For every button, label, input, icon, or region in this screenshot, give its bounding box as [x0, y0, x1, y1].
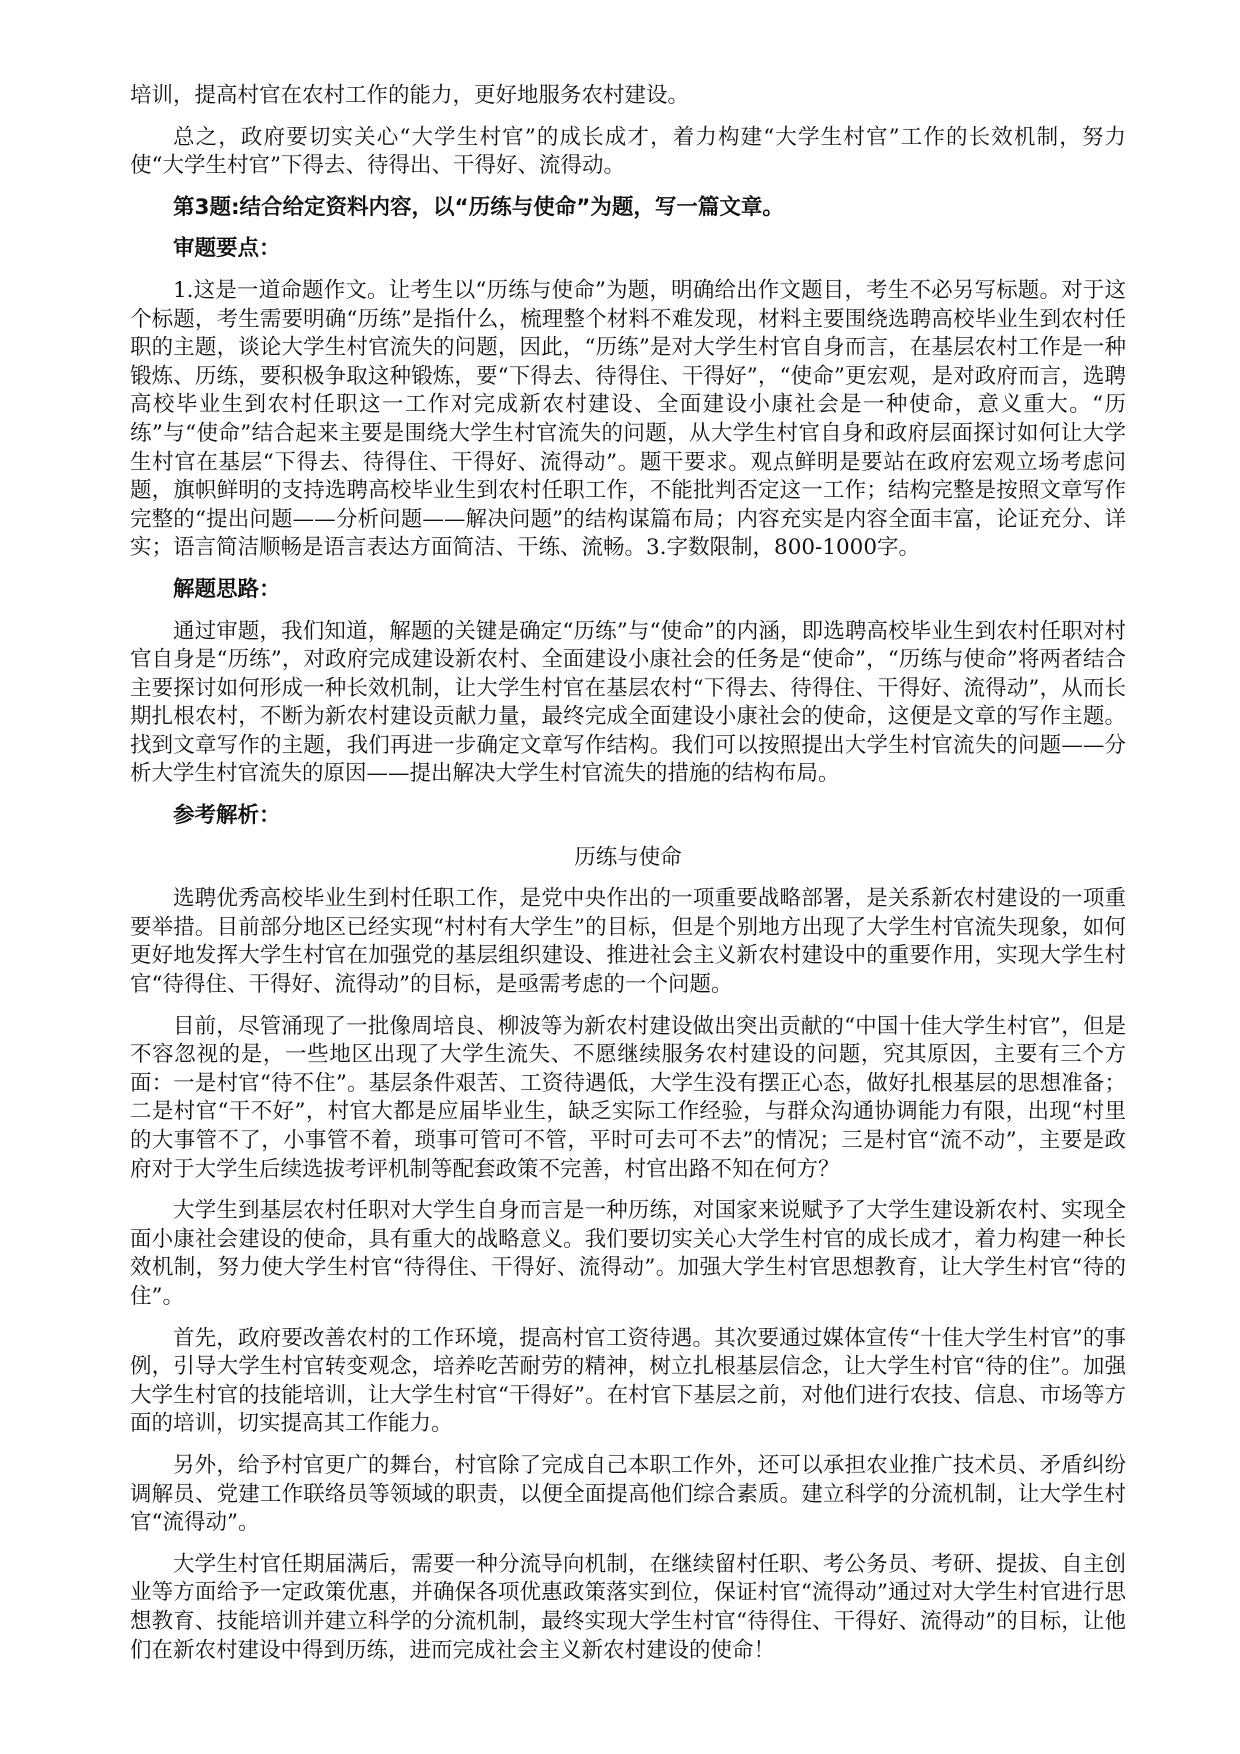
essay-paragraph: 大学生村官任期届满后，需要一种分流导向机制，在继续留村任职、考公务员、考研、提拔、自主创业等方面给予一定政策优惠，并确保各项优惠政策落实到位，保证村官“流得动”通过对大学生村官进行思想教育、技能培训并建立科学的分流机制，最终实现大学生村官“待得住、干得好、流得动”的目标，让他们在新农村建设中得到历练，进而完成社会主义新农村建设的使命！	[130, 1551, 1126, 1663]
essay-paragraph: 选聘优秀高校毕业生到村任职工作，是党中央作出的一项重要战略部署，是关系新农村建设的一项重要举措。目前部分地区已经实现“村村有大学生”的目标，但是个别地方出现了大学生村官流失现象，如何更好地发挥大学生村官在加强党的基层组织建设、推进社会主义新农村建设中的重要作用，实现大学生村官“待得住、干得好、流得动”的目标，是亟需考虑的一个问题。	[130, 886, 1126, 998]
section-heading-reference: 参考解析：	[173, 803, 281, 829]
paragraph-continuation: 培训，提高村官在农村工作的能力，更好地服务农村建设。	[130, 83, 690, 108]
section-heading-approach: 解题思路：	[173, 576, 281, 602]
document-page	[130, 82, 1126, 1678]
essay-paragraph: 首先，政府要改善农村的工作环境，提高村官工资待遇。其次要通过媒体宣传“十佳大学生村官”的事例，引导大学生村官转变观念，培养吃苦耐劳的精神，树立扎根基层信念，让大学生村官“待的住”。加强大学生村官的技能培训，让大学生村官“干得好”。在村官下基层之前，对他们进行农技、信息、市场等方面的培训，切实提高其工作能力。	[130, 1325, 1126, 1437]
question-heading: 第3题:结合给定资料内容，以“历练与使命”为题，写一篇文章。	[173, 194, 784, 220]
analysis-body: 1.这是一道命题作文。让考生以“历练与使命”为题，明确给出作文题目，考生不必另写标题。对于这个标题，考生需要明确“历练”是指什么，梳理整个材料不难发现，材料主要围绕选聘高校毕业生到农村任职的主题，谈论大学生村官流失的问题，因此，“历练”是对大学生村官自身而言，在基层农村工作是一种锻炼、历练，要积极争取这种锻炼，要“下得去、待得住、干得好”，“使命”更宏观，是对政府而言，选聘高校毕业生到农村任职这一工作对完成新农村建设、全面建设小康社会是一种使命，意义重大。“历练”与“使命”结合起来主要是围绕大学生村官流失的问题，从大学生村官自身和政府层面探讨如何让大学生村官在基层“下得去、待得住、干得好、流得动”。题干要求。观点鲜明是要站在政府宏观立场考虑问题，旗帜鲜明的支持选聘高校毕业生到农村任职工作，不能批判否定这一工作；结构完整是按照文章写作完整的“提出问题——分析问题——解决问题”的结构谋篇布局；内容充实是内容全面丰富，论证充分、详实；语言简洁顺畅是语言表达方面简洁、干练、流畅。3.字数限制，800-1000字。	[130, 277, 1126, 561]
paragraph-summary: 总之，政府要切实关心“大学生村官”的成长成才，着力构建“大学生村官”工作的长效机制，努力使“大学生村官”下得去、待得出、干得好、流得动。	[130, 124, 1126, 179]
approach-body: 通过审题，我们知道，解题的关键是确定“历练”与“使命”的内涵，即选聘高校毕业生到农村任职对村官自身是“历练”，对政府完成建设新农村、全面建设小康社会的任务是“使命”，“历练与使命”将两者结合主要探讨如何形成一种长效机制，让大学生村官在基层农村“下得去、待得住、干得好、流得动”，从而长期扎根农村，不断为新农村建设贡献力量，最终完成全面建设小康社会的使命，这便是文章的写作主题。找到文章写作的主题，我们再进一步确定文章写作结构。我们可以按照提出大学生村官流失的问题——分析大学生村官流失的原因——提出解决大学生村官流失的措施的结构布局。	[130, 618, 1126, 787]
essay-paragraph: 大学生到基层农村任职对大学生自身而言是一种历练，对国家来说赋予了大学生建设新农村、实现全面小康社会建设的使命，具有重大的战略意义。我们要切实关心大学生村官的成长成才，着力构建一种长效机制，努力使大学生村官“待得住、干得好、流得动”。加强大学生村官思想教育，让大学生村官“待的住”。	[130, 1198, 1126, 1309]
essay-paragraph: 目前，尽管涌现了一批像周培良、柳波等为新农村建设做出突出贡献的“中国十佳大学生村官”，但是不容忽视的是，一些地区出现了大学生流失、不愿继续服务农村建设的问题，究其原因，主要有三个方面：一是村官“待不住”。基层条件艰苦、工资待遇低，大学生没有摆正心态，做好扎根基层的思想准备；二是村官“干不好”，村官大都是应届毕业生，缺乏实际工作经验，与群众沟通协调能力有限，出现“村里的大事管不了，小事管不着，琐事可管可不管，平时可去可不去”的情况；三是村官“流不动”，主要是政府对于大学生后续选拔考评机制等配套政策不完善，村官出路不知在何方？	[130, 1013, 1126, 1182]
essay-paragraph: 另外，给予村官更广的舞台，村官除了完成自己本职工作外，还可以承担农业推广技术员、矛盾纠纷调解员、党建工作联络员等领域的职责，以便全面提高他们综合素质。建立科学的分流机制，让大学生村官“流得动”。	[130, 1452, 1126, 1536]
section-heading-analysis: 审题要点：	[173, 236, 281, 262]
essay-title: 历练与使命	[574, 844, 682, 870]
